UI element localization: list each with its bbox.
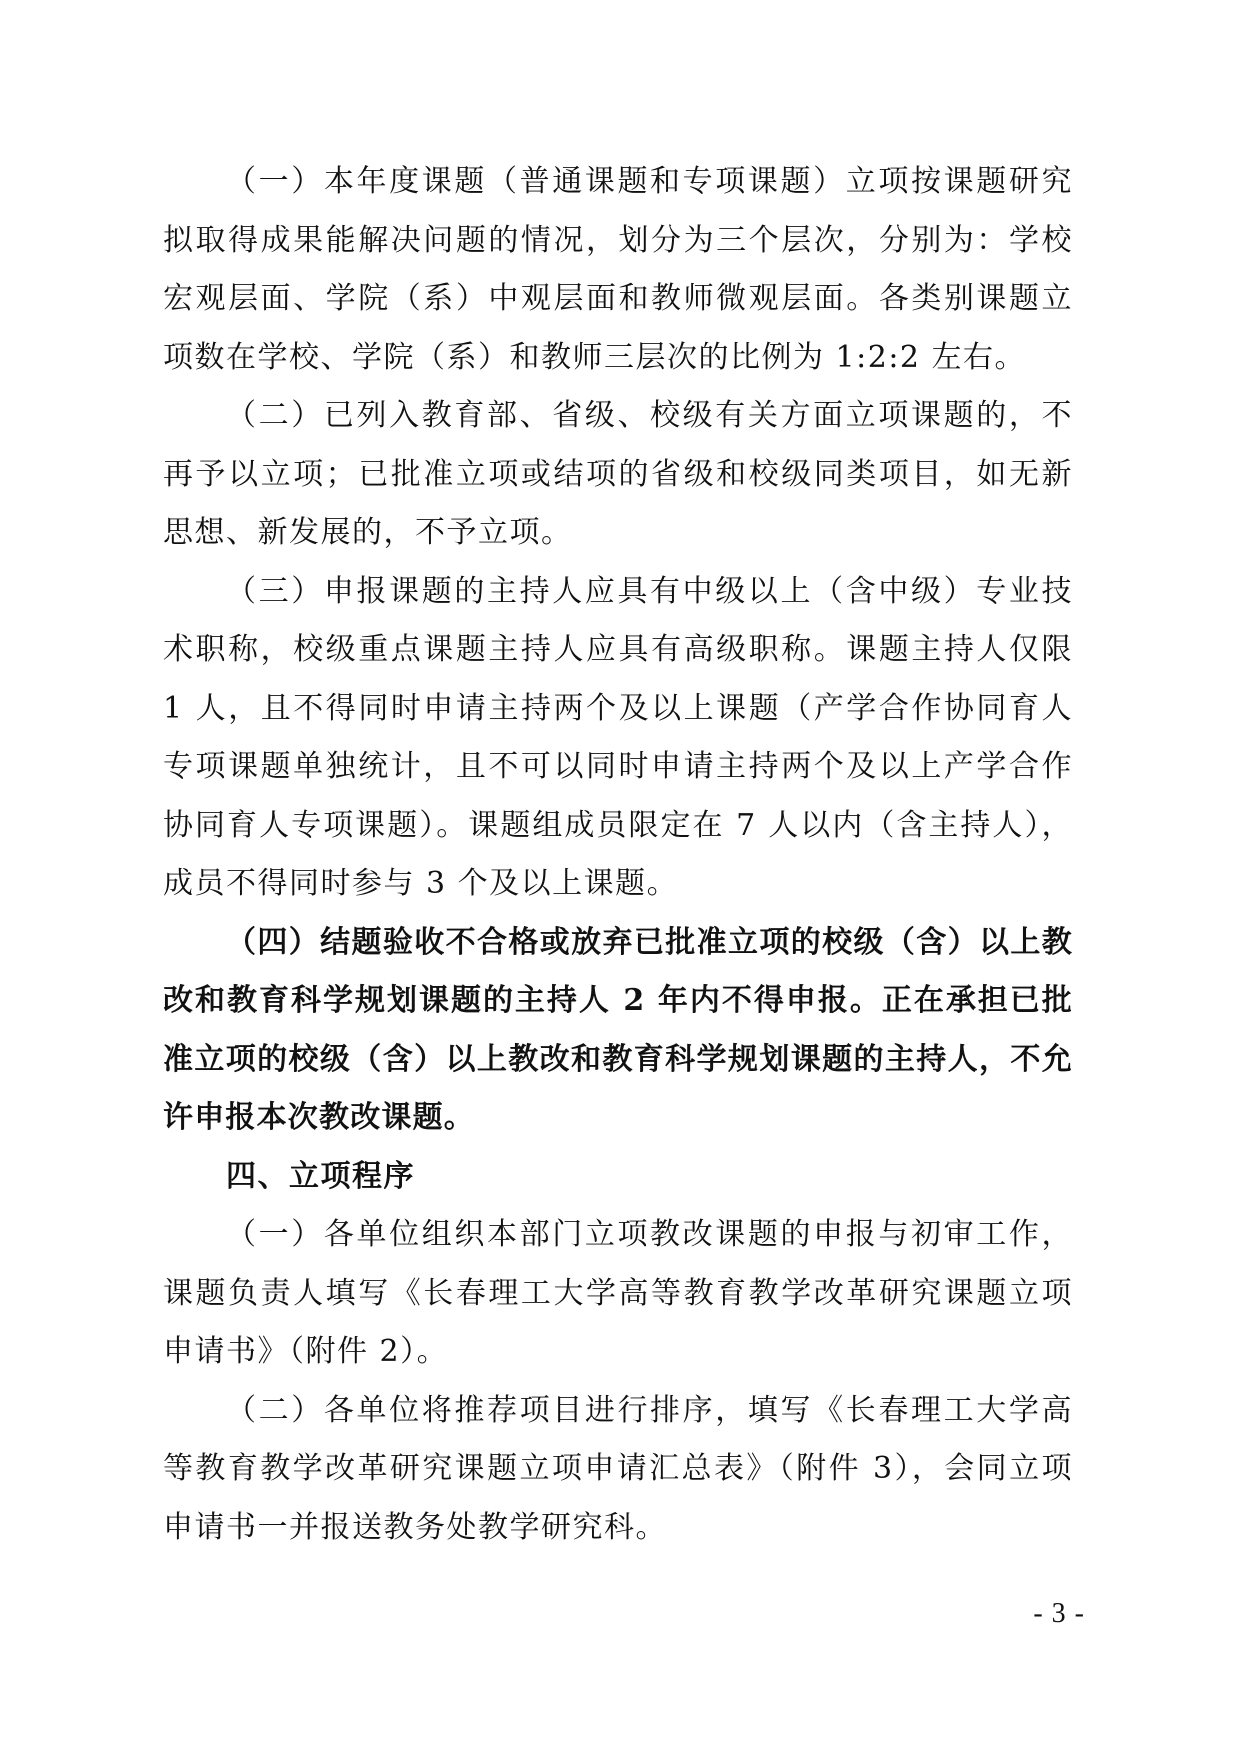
section-paragraph-2: （二）各单位将推荐项目进行排序，填写《长春理工大学高等教育教学改革研究课题立项申请汇总表》（附件 3），会同立项申请书一并报送教务处教学研究科。	[163, 1392, 1073, 1545]
document-body	[163, 153, 1073, 1557]
paragraph-item-2: （二）已列入教育部、省级、校级有关方面立项课题的，不再予以立项；已批准立项或结项的省级和校级同类项目，如无新思想、新发展的，不予立项。	[163, 398, 1073, 550]
section-heading: 四、立项程序	[226, 1158, 415, 1194]
paragraph-item-1: （一）本年度课题（普通课题和专项课题）立项按课题研究拟取得成果能解决问题的情况，划分为三个层次，分别为：学校宏观层面、学院（系）中观层面和教师微观层面。各类别课题立项数在学校、学院（系）和教师三层次的比例为 1:2:2 左右。	[163, 164, 1073, 375]
paragraph-item-3: （三）申报课题的主持人应具有中级以上（含中级）专业技术职称，校级重点课题主持人应具有高级职称。课题主持人仅限 1 人，且不得同时申请主持两个及以上课题（产学合作协同育人专项课题单独统计，且不可以同时申请主持两个及以上产学合作协同育人专项课题）。课题组成员限定在 7 人以内（含主持人），成员不得同时参与 3 个及以上课题。	[163, 573, 1073, 901]
paragraph-item-4-bold: （四）结题验收不合格或放弃已批准立项的校级（含）以上教改和教育科学规划课题的主持人 2 年内不得申报。正在承担已批准立项的校级（含）以上教改和教育科学规划课题的主持人，不允许申报本次教改课题。	[163, 924, 1073, 1135]
section-paragraph-1: （一）各单位组织本部门立项教改课题的申报与初审工作，课题负责人填写《长春理工大学高等教育教学改革研究课题立项申请书》（附件 2）。	[163, 1217, 1073, 1369]
page-number: - 3 -	[1033, 1598, 1085, 1629]
